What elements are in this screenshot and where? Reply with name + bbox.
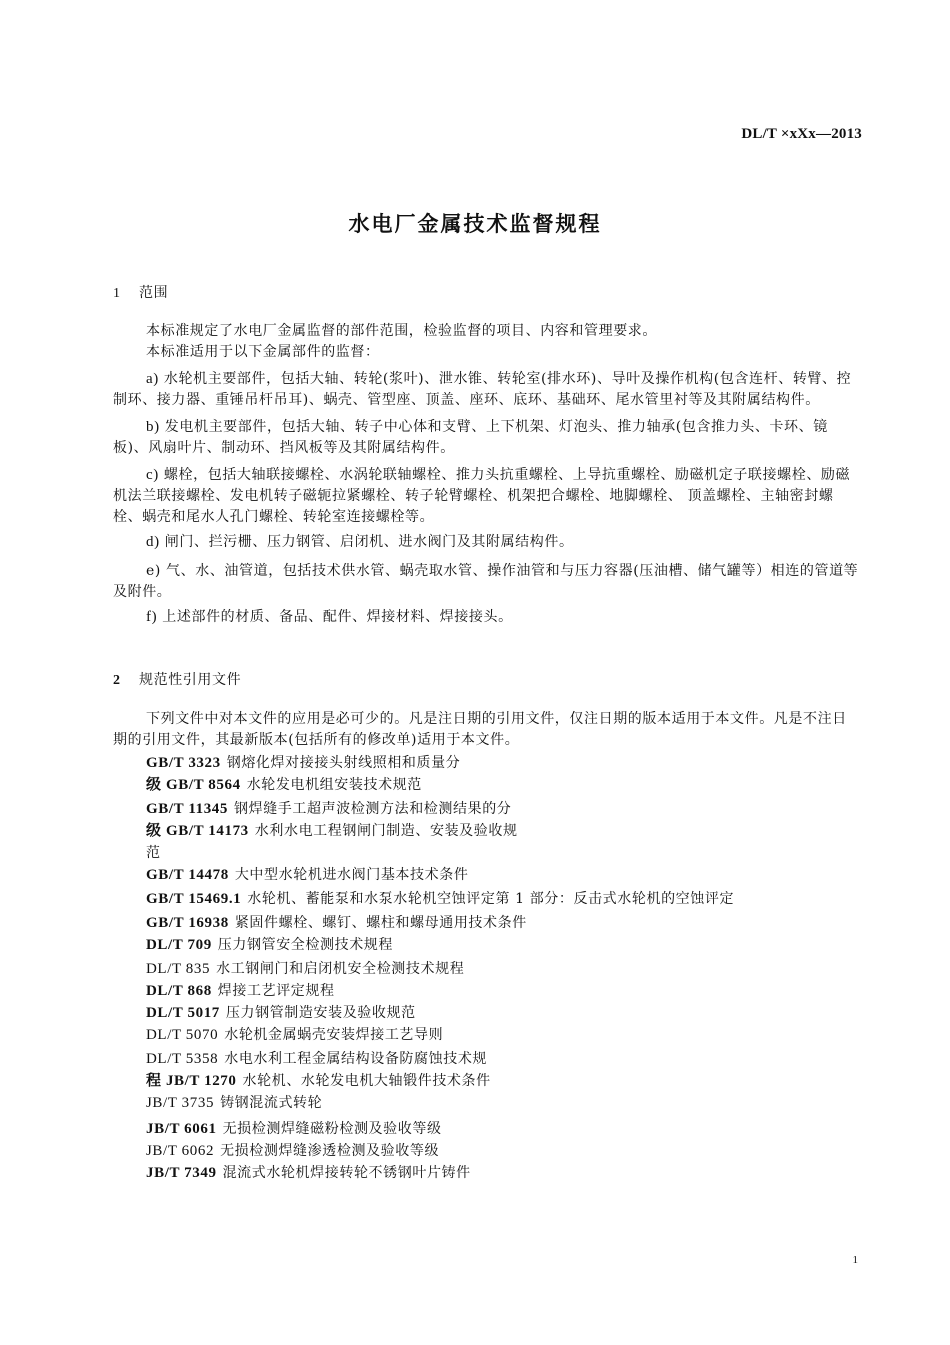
reference-item	[146, 865, 866, 885]
reference-item	[146, 1071, 866, 1091]
item-label: a)	[146, 371, 159, 387]
item-text: 气、水、油管道，包括技术供水管、蜗壳取水管、操作油管和与压力容器(压油槽、储气罐等）相连的管道等及附件。	[113, 563, 859, 600]
reference-code: DL/T 5358	[146, 1051, 219, 1067]
item-label: b)	[146, 419, 160, 435]
item-text: 发电机主要部件，包括大轴、转子中心体和支臂、上下机架、灯泡头、推力轴承(包含推力头、卡环、镜板)、风扇叶片、制动环、挡风板等及其附属结构件。	[113, 419, 828, 456]
reference-item	[146, 753, 866, 773]
reference-title: 焊接工艺评定规程	[217, 983, 335, 999]
reference-item	[146, 913, 866, 933]
reference-item	[146, 1093, 866, 1113]
list-item	[113, 607, 861, 628]
reference-title: 水轮发电机组安装技术规范	[246, 777, 422, 793]
reference-title: 水轮机、蓄能泵和水泵水轮机空蚀评定第 1 部分：反击式水轮机的空蚀评定	[247, 891, 735, 907]
reference-title: 水工钢闸门和启闭机安全检测技术规程	[216, 961, 465, 977]
reference-item	[146, 1025, 866, 1045]
section-1-body	[113, 321, 861, 628]
item-text: 闸门、拦污栅、压力钢管、启闭机、进水阀门及其附属结构件。	[164, 534, 574, 550]
reference-item	[146, 889, 866, 909]
reference-code: JB/T 3735	[146, 1095, 215, 1111]
list-item	[113, 561, 861, 603]
reference-item	[146, 1163, 866, 1183]
reference-title: 钢焊缝手工超声波检测方法和检测结果的分	[234, 801, 512, 817]
reference-title: 范	[146, 845, 161, 861]
reference-code: DL/T 709	[146, 937, 212, 953]
reference-item	[146, 1141, 866, 1161]
paragraph: 本标准适用于以下金属部件的监督：	[146, 344, 380, 360]
reference-item	[146, 821, 866, 841]
reference-list	[146, 753, 866, 1185]
reference-title: 紧固件螺栓、螺钉、螺柱和螺母通用技术条件	[234, 915, 527, 931]
item-text: 水轮机主要部件，包括大轴、转轮(浆叶)、泄水锥、转轮室(排水环)、导叶及操作机构(包含连杆、转臂、控制环、接力器、重锤吊杆吊耳)、蜗壳、管型座、顶盖、座环、底环、基础环、尾水管里衬等及其附属结构件。	[113, 371, 852, 408]
reference-item	[146, 843, 866, 863]
reference-title: 水轮机、水轮发电机大轴锻件技术条件	[242, 1073, 491, 1089]
reference-code: DL/T 5017	[146, 1005, 220, 1021]
reference-title: 水轮机金属蜗壳安装焊接工艺导则	[224, 1027, 444, 1043]
reference-code: JB/T 6061	[146, 1121, 217, 1137]
reference-code: DL/T 835	[146, 961, 211, 977]
reference-code: 级 GB/T 14173	[146, 823, 249, 839]
item-label: d)	[146, 534, 160, 550]
reference-code: GB/T 14478	[146, 867, 229, 883]
reference-title: 水电水利工程金属结构设备防腐蚀技术规	[224, 1051, 488, 1067]
reference-title: 大中型水轮机进水阀门基本技术条件	[234, 867, 469, 883]
reference-code: 级 GB/T 8564	[146, 777, 241, 793]
reference-code: DL/T 868	[146, 983, 212, 999]
list-item	[113, 532, 861, 553]
reference-code: GB/T 16938	[146, 915, 229, 931]
page-number: 1	[852, 1254, 858, 1266]
item-label: c)	[146, 467, 159, 483]
reference-item	[146, 981, 866, 1001]
item-label: f)	[146, 609, 158, 625]
reference-code: GB/T 11345	[146, 801, 228, 817]
section-1-heading	[113, 283, 861, 304]
reference-title: 混流式水轮机焊接转轮不锈钢叶片铸件	[222, 1165, 471, 1181]
list-item	[113, 417, 861, 459]
reference-item	[146, 935, 866, 955]
section-title: 范围	[139, 285, 169, 301]
section-title: 规范性引用文件	[139, 672, 242, 688]
reference-code: GB/T 15469.1	[146, 891, 242, 907]
reference-item	[146, 799, 866, 819]
reference-item	[146, 1003, 866, 1023]
list-item	[113, 369, 861, 411]
paragraph: 本标准规定了水电厂金属监督的部件范围，检验监督的项目、内容和管理要求。	[146, 323, 657, 339]
paragraph: 下列文件中对本文件的应用是必可少的。凡是注日期的引用文件，仅注日期的版本适用于本文件。凡是不注日期的引用文件，其最新版本(包括所有的修改单)适用于本文件。	[113, 711, 847, 748]
reference-title: 压力钢管安全检测技术规程	[217, 937, 393, 953]
section-2-body	[113, 709, 861, 751]
reference-code: 程 JB/T 1270	[146, 1073, 237, 1089]
reference-item	[146, 775, 866, 795]
list-item	[113, 465, 861, 528]
section-number: 2	[113, 673, 121, 688]
reference-title: 无损检测焊缝渗透检测及验收等级	[220, 1143, 440, 1159]
document-code: DL/T ×xXx—2013	[741, 126, 862, 142]
reference-title: 钢熔化焊对接接头射线照相和质量分	[226, 755, 461, 771]
reference-title: 压力钢管制造安装及验收规范	[225, 1005, 416, 1021]
item-text: 上述部件的材质、备品、配件、焊接材料、焊接接头。	[162, 609, 513, 625]
reference-item	[146, 1119, 866, 1139]
reference-code: JB/T 6062	[146, 1143, 215, 1159]
item-label: e)	[146, 563, 161, 579]
reference-code: JB/T 7349	[146, 1165, 217, 1181]
reference-code: GB/T 3323	[146, 755, 221, 771]
reference-title: 无损检测焊缝磁粉检测及验收等级	[222, 1121, 442, 1137]
section-2-heading	[113, 670, 861, 691]
reference-item	[146, 959, 866, 979]
reference-code: DL/T 5070	[146, 1027, 219, 1043]
item-text: 螺栓，包括大轴联接螺栓、水涡轮联轴螺栓、推力头抗重螺栓、上导抗重螺栓、励磁机定子联接螺栓、励磁机法兰联接螺栓、发电机转子磁轭拉紧螺栓、转子轮臂螺栓、机架把合螺栓、地脚螺栓、 顶盖螺栓、主轴密封螺栓、蜗壳和尾水人孔门螺栓、转轮室连接螺栓等。	[113, 467, 851, 525]
reference-title: 铸钢混流式转轮	[220, 1095, 323, 1111]
reference-title: 水利水电工程钢闸门制造、安装及验收规	[254, 823, 518, 839]
section-number: 1	[113, 286, 121, 301]
document-title: 水电厂金属技术监督规程	[348, 212, 602, 236]
reference-item	[146, 1049, 866, 1069]
